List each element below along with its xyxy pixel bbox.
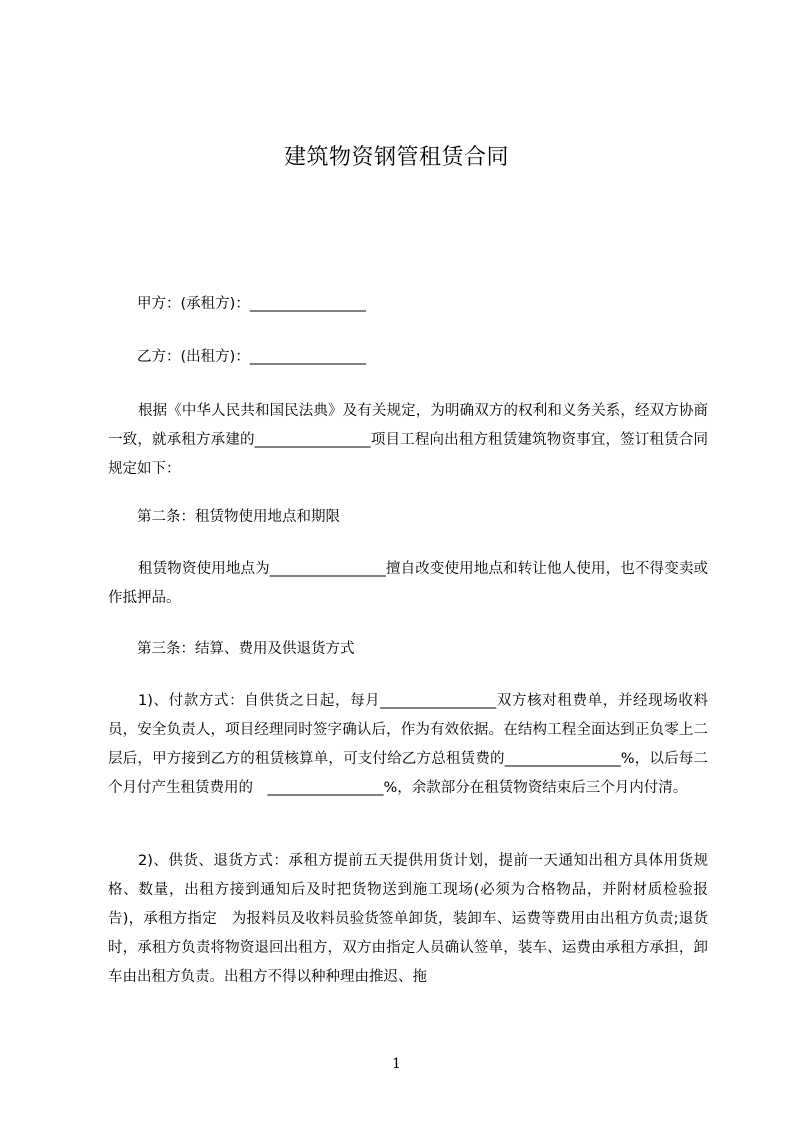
party-b-line: 乙方：(出租方)：________________ <box>137 349 366 365</box>
article-2-heading: 第二条：租赁物使用地点和期限 <box>137 509 340 525</box>
article-3-item-1: 1)、付款方式：自供货之日起，每月________________双方核对租费单，并经现场收料员，安全负责人，项目经理同时签字确认后，作为有效依据。在结构工程全面达到正负零上二层后，甲方接到乙方的租赁核算单，可支付给乙方总租赁费的________________%，以后每二个月付产生租赁费用的 ________________%，余款部分在租赁物资结束后三个月内付清。 <box>108 693 708 796</box>
page-number: 1 <box>392 1056 401 1072</box>
article-2-paragraph: 租赁物资使用地点为________________擅自改变使用地点和转让他人使用，也不得变卖或作抵押品。 <box>108 561 708 606</box>
intro-paragraph: 根据《中华人民共和国民法典》及有关规定，为明确双方的权利和义务关系，经双方协商一致，就承租方承建的________________项目工程向出租方租赁建筑物资事宜，签订租赁合同规定如下： <box>108 403 708 477</box>
contract-title: 建筑物资钢管租赁合同 <box>283 145 509 170</box>
party-a-line: 甲方：(承租方)：________________ <box>137 296 366 312</box>
article-3-item-2: 2)、供货、退货方式：承租方提前五天提供用货计划，提前一天通知出租方具体用货规格、数量，出租方接到通知后及时把货物送到施工现场(必须为合格物品，并附材质检验报告)，承租方指定 为报料员及收料员验货签单卸货，装卸车、运费等费用由出租方负责;退货时，承租方负责将物资退回出租方，双方由指定人员确认签单，装车、运费由承租方承担，卸车由出租方负责。出租方不得以种种理由推迟、拖 <box>108 853 708 985</box>
article-3-heading: 第三条：结算、费用及供退货方式 <box>137 641 355 657</box>
